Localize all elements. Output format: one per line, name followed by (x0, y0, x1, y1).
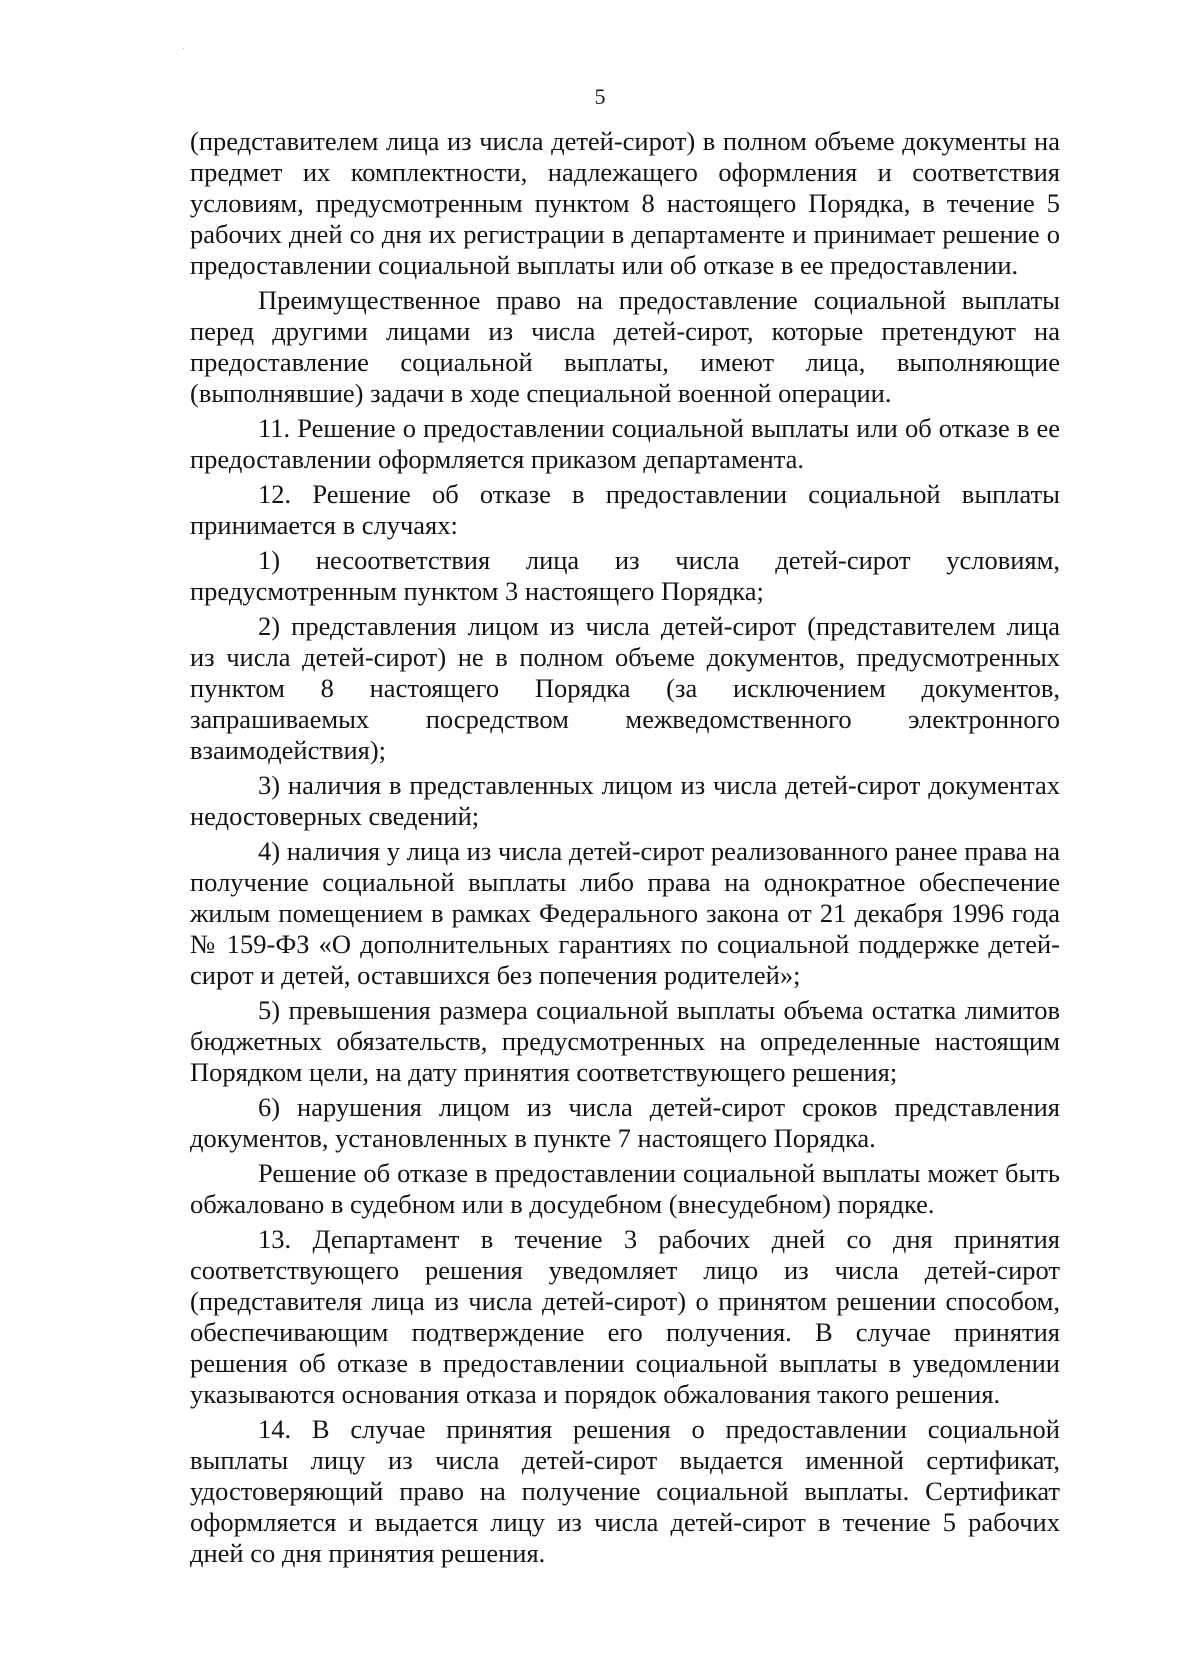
list-item-refusal-3: 3) наличия в представленных лицом из числа детей-сирот документах недостоверных сведений; (190, 770, 1060, 831)
paragraph-priority-right: Преимущественное право на предоставление социальной выплаты перед другими лицами из числа детей-сирот, которые претендуют на предоставление социальной выплаты, имеют лица, выполняющие (выполнявшие) задачи в ходе специальной военной операции. (190, 285, 1060, 408)
paragraph-clause-14: 14. В случае принятия решения о предоставлении социальной выплаты лицу из числа детей-сирот выдается именной сертификат, удостоверяющий право на получение социальной выплаты. Сертификат оформляется и выдается лицу из числа детей-сирот в течение 5 рабочих дней со дня принятия решения. (190, 1414, 1060, 1568)
list-item-refusal-2: 2) представления лицом из числа детей-сирот (представителем лица из числа детей-сирот) не в полном объеме документов, предусмотренных пунктом 8 настоящего Порядка (за исключением документов, запрашиваемых посредством межведомственного электронного взаимодействия); (190, 611, 1060, 765)
paragraph-clause-13: 13. Департамент в течение 3 рабочих дней со дня принятия соответствующего решения уведомляет лицо из числа детей-сирот (представителя лица из числа детей-сирот) о принятом решении способом, обеспечивающим подтверждение его получения. В случае принятия решения об отказе в предоставлении социальной выплаты в уведомлении указываются основания отказа и порядок обжалования такого решения. (190, 1224, 1060, 1409)
paragraph-clause-12: 12. Решение об отказе в предоставлении социальной выплаты принимается в случаях: (190, 479, 1060, 540)
list-item-refusal-5: 5) превышения размера социальной выплаты объема остатка лимитов бюджетных обязательств, предусмотренных на определенные настоящим Порядком цели, на дату принятия соответствующего решения; (190, 995, 1060, 1087)
list-item-refusal-1: 1) несоответствия лица из числа детей-сирот условиям, предусмотренным пунктом 3 настоящего Порядка; (190, 545, 1060, 606)
page-number: 5 (594, 84, 606, 109)
scan-artifact (183, 48, 184, 49)
paragraph-clause-11: 11. Решение о предоставлении социальной выплаты или об отказе в ее предоставлении оформляется приказом департамента. (190, 413, 1060, 474)
paragraph-continuation: (представителем лица из числа детей-сирот) в полном объеме документы на предмет их комплектности, надлежащего оформления и соответствия условиям, предусмотренным пунктом 8 настоящего Порядка, в течение 5 рабочих дней со дня их регистрации в департаменте и принимает решение о предоставлении социальной выплаты или об отказе в ее предоставлении. (190, 126, 1060, 280)
list-item-refusal-6: 6) нарушения лицом из числа детей-сирот сроков представления документов, установленных в пункте 7 настоящего Порядка. (190, 1092, 1060, 1153)
paragraph-appeal: Решение об отказе в предоставлении социальной выплаты может быть обжаловано в судебном или в досудебном (внесудебном) порядке. (190, 1158, 1060, 1219)
list-item-refusal-4: 4) наличия у лица из числа детей-сирот реализованного ранее права на получение социальной выплаты либо права на однократное обеспечение жилым помещением в рамках Федерального закона от 21 декабря 1996 года № 159-ФЗ «О дополнительных гарантиях по социальной поддержке детей-сирот и детей, оставшихся без попечения родителей»; (190, 836, 1060, 990)
document-body (190, 126, 1060, 1573)
